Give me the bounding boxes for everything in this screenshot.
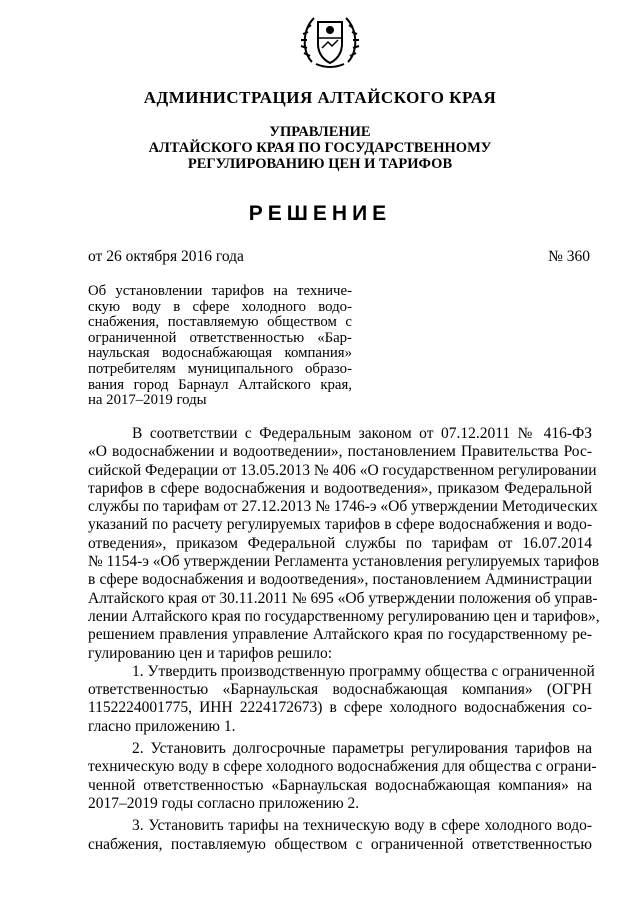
body-line: 1152224001775, ИНН 2224172673) в сфере холодного водоснабжения со- <box>88 699 592 717</box>
subject-line: снабжения, поставляемую обществом с <box>88 314 352 331</box>
body-line: лении Алтайского края по государственному регулированию цен и тарифов», <box>88 607 600 625</box>
document-body <box>88 425 600 854</box>
body-line: гласно приложению 1. <box>88 717 236 735</box>
body-line: 1. Утвердить производственную программу общества с ограниченной <box>132 662 595 680</box>
department-line: РЕГУЛИРОВАНИЮ ЦЕН И ТАРИФОВ <box>187 156 453 172</box>
organization-title: АДМИНИСТРАЦИЯ АЛТАЙСКОГО КРАЯ <box>143 88 497 107</box>
altai-coat-of-arms-emblem-icon <box>298 8 362 72</box>
body-line: службы по тарифам от 27.12.2013 № 1746-э «Об утверждении Методических <box>88 498 598 516</box>
body-line: отведения», приказом Федеральной службы по тарифам от 16.07.2014 <box>88 534 592 552</box>
body-line: Алтайского края от 30.11.2011 № 695 «Об утверждении положения об управ- <box>88 589 598 607</box>
subject-line: ограниченной ответственностью «Бар- <box>88 329 352 346</box>
body-line: В соответствии с Федеральным законом от 07.12.2011 № 416-ФЗ <box>132 425 592 442</box>
body-line: решением правления управление Алтайского края по государственному ре- <box>88 626 592 644</box>
body-line: № 1154-э «Об утверждении Регламента установления регулируемых тарифов <box>88 553 600 571</box>
body-line: сийской Федерации от 13.05.2013 № 406 «О государственном регулировании <box>88 461 597 479</box>
document-subject <box>88 284 352 409</box>
body-line: техническую воду в сфере холодного водоснабжения для общества с ограни- <box>88 758 597 776</box>
body-line: ченной ответственностью «Барнаульская водоснабжающая компания» на <box>88 776 592 794</box>
body-line: «О водоснабжении и водоотведении», постановлением Правительства Рос- <box>88 443 592 461</box>
subject-line: скую воду в сфере холодного водо- <box>88 298 352 315</box>
department-line: АЛТАЙСКОГО КРАЯ ПО ГОСУДАРСТВЕННОМУ <box>148 140 492 156</box>
document-type-title: РЕШЕНИЕ <box>248 202 392 225</box>
subject-line: на 2017–2019 годы <box>88 392 207 409</box>
subject-line: потребителям муниципального образо- <box>88 360 352 377</box>
body-line: указаний по расчету регулируемых тарифов в сфере водоснабжения и водо- <box>88 516 592 534</box>
body-line: снабжения, поставляемую обществом с ограниченной ответственностью <box>88 835 592 853</box>
subject-line: вания город Барнаул Алтайского края, <box>88 376 352 393</box>
subject-line: Об установлении тарифов на техниче- <box>88 283 352 299</box>
body-line: 3. Установить тарифы на техническую воду в сфере холодного водо- <box>132 817 592 835</box>
document-number: № 360 <box>548 248 590 265</box>
body-line: тарифов в сфере водоснабжения и водоотведения», приказом Федеральной <box>88 479 592 497</box>
subject-line: наульская водоснабжающая компания» <box>88 345 352 362</box>
body-line: 2017–2019 годы согласно приложению 2. <box>88 794 360 812</box>
department-line: УПРАВЛЕНИЕ <box>269 124 371 140</box>
body-line: ответственностью «Барнаульская водоснабжающая компания» (ОГРН <box>88 681 592 699</box>
body-line: 2. Установить долгосрочные параметры регулирования тарифов на <box>132 740 592 758</box>
body-line: гулированию цен и тарифов решило: <box>88 644 333 662</box>
department-name <box>0 124 640 172</box>
body-line: в сфере водоснабжения и водоотведения», постановлением Администрации <box>88 571 592 589</box>
document-date: от 26 октября 2016 года <box>88 248 244 265</box>
